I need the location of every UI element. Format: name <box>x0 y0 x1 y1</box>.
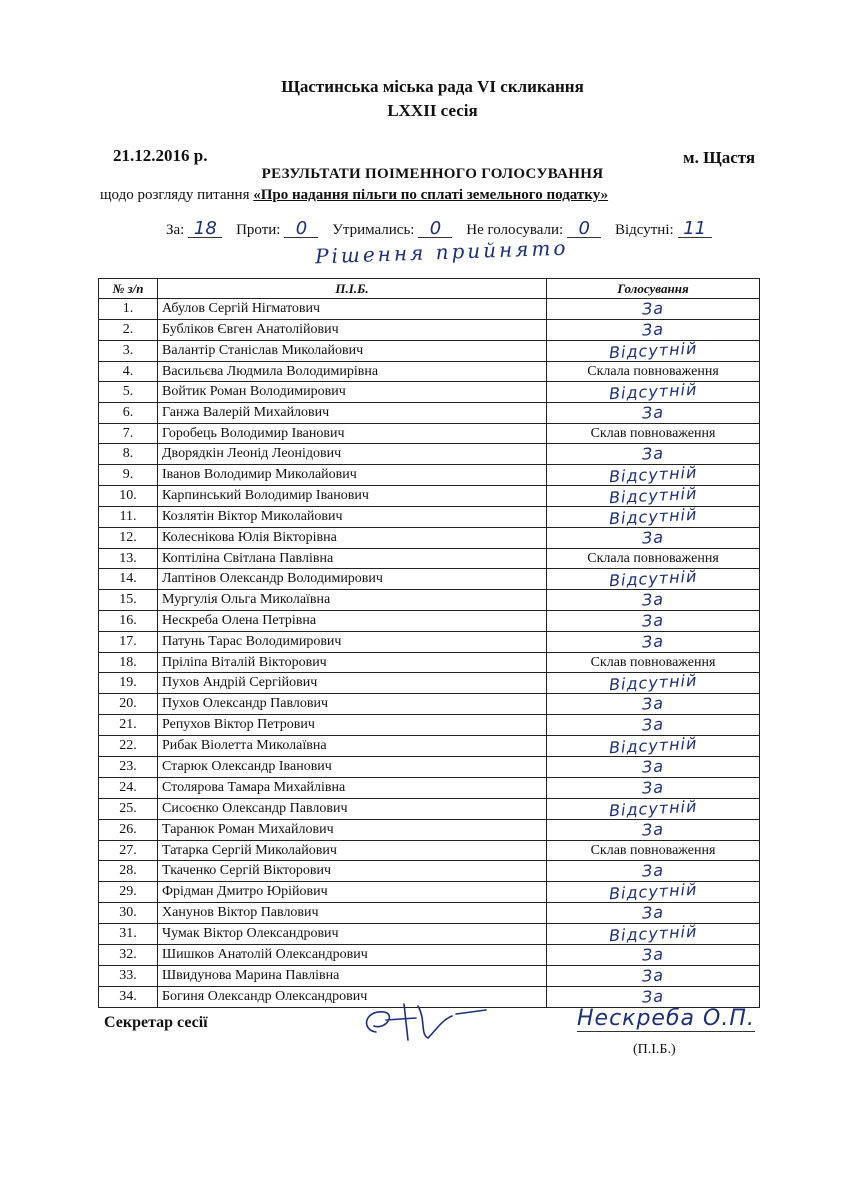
row-number: 26. <box>99 820 158 841</box>
row-number: 2. <box>99 320 158 341</box>
table-row <box>99 362 760 382</box>
row-name: Мургулія Ольга Миколаївна <box>158 590 547 611</box>
tally-abstained-label: Утримались: <box>332 222 415 238</box>
row-name: Фрідман Дмитро Юрійович <box>158 882 547 903</box>
row-vote: За <box>641 902 665 923</box>
row-vote-cell <box>547 320 760 341</box>
row-number: 21. <box>99 715 158 736</box>
row-vote-cell <box>547 504 760 529</box>
row-vote: За <box>641 860 665 881</box>
row-vote: Склав повноваження <box>590 425 716 441</box>
row-name: Ганжа Валерій Михайлович <box>158 403 547 424</box>
tally-for-value: 18 <box>188 221 222 238</box>
row-number: 33. <box>99 966 158 987</box>
row-name: Карпинський Володимир Іванович <box>158 486 547 507</box>
row-vote: За <box>641 402 665 423</box>
tally-not-voted-label: Не голосували: <box>466 222 564 238</box>
table-row <box>99 590 760 611</box>
row-number: 27. <box>99 841 158 861</box>
tally-abstained-value: 0 <box>418 221 452 238</box>
row-vote-cell <box>547 945 760 966</box>
row-number: 23. <box>99 757 158 778</box>
row-name: Швидунова Марина Павлівна <box>158 966 547 987</box>
row-name: Патунь Тарас Володимирович <box>158 632 547 653</box>
row-name: Репухов Віктор Петрович <box>158 715 547 736</box>
row-vote: За <box>641 944 665 965</box>
row-vote: Відсутній <box>608 921 698 946</box>
row-vote-cell <box>547 715 760 736</box>
row-vote-cell <box>547 694 760 715</box>
row-number: 14. <box>99 569 158 590</box>
row-vote: За <box>641 631 665 652</box>
row-name: Васильєва Людмила Володимирівна <box>158 362 547 382</box>
row-name: Ханунов Віктор Павлович <box>158 903 547 924</box>
session-title: LXXII сесія <box>387 101 478 120</box>
row-number: 8. <box>99 444 158 465</box>
row-name: Коптіліна Світлана Павлівна <box>158 549 547 569</box>
row-name: Абулов Сергій Нігматович <box>158 299 547 320</box>
row-name: Богиня Олександр Олександрович <box>158 987 547 1008</box>
row-vote: За <box>641 756 665 777</box>
row-vote: Відсутній <box>608 338 698 363</box>
row-number: 9. <box>99 465 158 486</box>
tally-for-label: За: <box>166 222 185 238</box>
table-row <box>99 611 760 632</box>
row-vote-cell <box>547 778 760 799</box>
row-number: 13. <box>99 549 158 569</box>
table-row <box>99 320 760 341</box>
row-vote: За <box>641 298 665 319</box>
row-vote: За <box>641 527 665 548</box>
subject-topic: «Про надання пільги по сплаті земельного податку» <box>253 187 609 203</box>
row-name: Старюк Олександр Іванович <box>158 757 547 778</box>
tally-not-voted-value: 0 <box>567 221 601 238</box>
row-vote-cell <box>547 549 760 569</box>
row-vote-cell <box>547 903 760 924</box>
table-row <box>99 882 760 903</box>
table-row <box>99 736 760 757</box>
row-name: Горобець Володимир Іванович <box>158 424 547 444</box>
row-number: 7. <box>99 424 158 444</box>
table-row <box>99 465 760 486</box>
row-vote: Склав повноваження <box>590 654 716 670</box>
row-name: Пріліпа Віталій Вікторович <box>158 653 547 673</box>
row-vote-cell <box>547 299 760 320</box>
table-row <box>99 861 760 882</box>
row-name: Іванов Володимир Миколайович <box>158 465 547 486</box>
table-row <box>99 820 760 841</box>
row-number: 4. <box>99 362 158 382</box>
row-name: Валантір Станіслав Миколайович <box>158 341 547 362</box>
tally-absent-label: Відсутні: <box>614 222 674 238</box>
secretary-signature <box>356 990 496 1050</box>
row-vote: За <box>641 693 665 714</box>
row-vote-cell <box>547 757 760 778</box>
table-row <box>99 778 760 799</box>
subject-prefix: щодо розгляду питання <box>100 187 250 203</box>
row-vote-cell <box>547 483 760 508</box>
tally-against-value: 0 <box>284 221 318 238</box>
row-vote-cell <box>547 733 760 758</box>
row-vote: Відсутній <box>608 879 698 904</box>
row-number: 10. <box>99 486 158 507</box>
row-name: Бубліков Євген Анатолійович <box>158 320 547 341</box>
row-vote-cell <box>547 462 760 487</box>
row-name: Пухов Олександр Павлович <box>158 694 547 715</box>
row-vote-cell <box>547 966 760 987</box>
row-vote-cell <box>547 670 760 695</box>
header-name: П.І.Б. <box>158 279 547 299</box>
table-row <box>99 403 760 424</box>
row-vote-cell <box>547 820 760 841</box>
table-row <box>99 299 760 320</box>
row-name: Колеснікова Юлія Вікторівна <box>158 528 547 549</box>
row-vote: Відсутній <box>608 796 698 821</box>
tally-absent-value: 11 <box>678 221 712 238</box>
row-name: Татарка Сергій Миколайович <box>158 841 547 861</box>
row-vote-cell <box>547 528 760 549</box>
row-vote: За <box>641 589 665 610</box>
decision-handwritten: Рішення прийнято <box>314 235 569 269</box>
row-vote-cell <box>547 796 760 821</box>
row-number: 31. <box>99 924 158 945</box>
table-row <box>99 549 760 569</box>
row-number: 11. <box>99 507 158 528</box>
row-vote-cell <box>547 338 760 363</box>
row-vote: За <box>641 714 665 735</box>
row-number: 15. <box>99 590 158 611</box>
session-date: 21.12.2016 р. <box>113 146 208 165</box>
row-number: 32. <box>99 945 158 966</box>
row-vote: Відсутній <box>608 670 698 695</box>
row-name: Нескреба Олена Петрівна <box>158 611 547 632</box>
row-name: Войтик Роман Володимирович <box>158 382 547 403</box>
table-row <box>99 507 760 528</box>
header-num: № з/п <box>99 279 158 299</box>
row-vote: За <box>641 319 665 340</box>
row-vote-cell <box>547 611 760 632</box>
table-row <box>99 799 760 820</box>
table-row <box>99 528 760 549</box>
row-number: 25. <box>99 799 158 820</box>
results-title: РЕЗУЛЬТАТИ ПОІМЕННОГО ГОЛОСУВАННЯ <box>261 166 604 182</box>
vote-tally <box>166 218 722 239</box>
row-vote-cell <box>547 653 760 673</box>
table-row <box>99 945 760 966</box>
row-vote: Склала повноваження <box>587 550 719 566</box>
row-number: 17. <box>99 632 158 653</box>
row-number: 29. <box>99 882 158 903</box>
row-number: 19. <box>99 673 158 694</box>
table-row <box>99 715 760 736</box>
row-number: 18. <box>99 653 158 673</box>
row-vote: За <box>641 965 665 986</box>
row-number: 12. <box>99 528 158 549</box>
row-vote: Відсутній <box>608 733 698 758</box>
table-row <box>99 903 760 924</box>
row-vote: Склав повноваження <box>590 842 716 858</box>
row-vote-cell <box>547 879 760 904</box>
row-vote-cell <box>547 403 760 424</box>
row-number: 6. <box>99 403 158 424</box>
row-vote-cell <box>547 379 760 404</box>
table-row <box>99 569 760 590</box>
pib-label: (П.І.Б.) <box>633 1042 676 1057</box>
row-vote-cell <box>547 590 760 611</box>
row-number: 16. <box>99 611 158 632</box>
row-name: Шишков Анатолій Олександрович <box>158 945 547 966</box>
subject-line <box>100 187 608 204</box>
row-name: Лаптінов Олександр Володимирович <box>158 569 547 590</box>
row-vote-cell <box>547 566 760 591</box>
row-number: 28. <box>99 861 158 882</box>
row-number: 24. <box>99 778 158 799</box>
row-name: Сисоєнко Олександр Павлович <box>158 799 547 820</box>
row-number: 5. <box>99 382 158 403</box>
row-name: Рибак Віолетта Миколаївна <box>158 736 547 757</box>
row-vote-cell <box>547 987 760 1008</box>
table-row <box>99 841 760 861</box>
row-vote: За <box>641 443 665 464</box>
secretary-label: Секретар сесії <box>104 1014 208 1031</box>
row-number: 34. <box>99 987 158 1008</box>
table-row <box>99 341 760 362</box>
row-vote-cell <box>547 362 760 382</box>
table-header-row <box>99 279 760 299</box>
row-vote: Відсутній <box>608 462 698 487</box>
row-number: 3. <box>99 341 158 362</box>
row-vote-cell <box>547 632 760 653</box>
row-number: 22. <box>99 736 158 757</box>
row-number: 1. <box>99 299 158 320</box>
row-vote: За <box>641 610 665 631</box>
table-row <box>99 757 760 778</box>
row-vote-cell <box>547 444 760 465</box>
row-number: 30. <box>99 903 158 924</box>
session-city: м. Щастя <box>683 148 756 167</box>
table-row <box>99 694 760 715</box>
table-body <box>99 299 760 1008</box>
row-vote-cell <box>547 861 760 882</box>
table-row <box>99 382 760 403</box>
secretary-name: Нескреба О.П. <box>577 1006 755 1031</box>
table-row <box>99 966 760 987</box>
row-vote: За <box>641 819 665 840</box>
table-row <box>99 632 760 653</box>
table-row <box>99 673 760 694</box>
row-number: 20. <box>99 694 158 715</box>
row-name: Дворядкін Леонід Леонідович <box>158 444 547 465</box>
header-vote: Голосування <box>547 279 760 299</box>
row-vote: За <box>641 986 665 1007</box>
row-vote-cell <box>547 841 760 861</box>
row-name: Столярова Тамара Михайлівна <box>158 778 547 799</box>
row-vote: За <box>641 777 665 798</box>
row-vote-cell <box>547 921 760 946</box>
table-row <box>99 924 760 945</box>
row-vote: Відсутній <box>608 504 698 529</box>
table-row <box>99 424 760 444</box>
row-name: Ткаченко Сергій Вікторович <box>158 861 547 882</box>
row-name: Пухов Андрій Сергійович <box>158 673 547 694</box>
row-vote-cell <box>547 424 760 444</box>
table-row <box>99 444 760 465</box>
table-row <box>99 486 760 507</box>
table-row <box>99 653 760 673</box>
row-name: Таранюк Роман Михайлович <box>158 820 547 841</box>
roll-call-table <box>98 278 760 1008</box>
tally-against-label: Проти: <box>236 222 281 238</box>
row-vote: Склала повноваження <box>587 363 719 379</box>
row-name: Козлятін Віктор Миколайович <box>158 507 547 528</box>
row-name: Чумак Віктор Олександрович <box>158 924 547 945</box>
row-vote: Відсутній <box>608 566 698 591</box>
row-vote: Відсутній <box>608 379 698 404</box>
council-title: Щастинська міська рада VI скликання <box>281 77 584 96</box>
row-vote: Відсутній <box>608 483 698 508</box>
